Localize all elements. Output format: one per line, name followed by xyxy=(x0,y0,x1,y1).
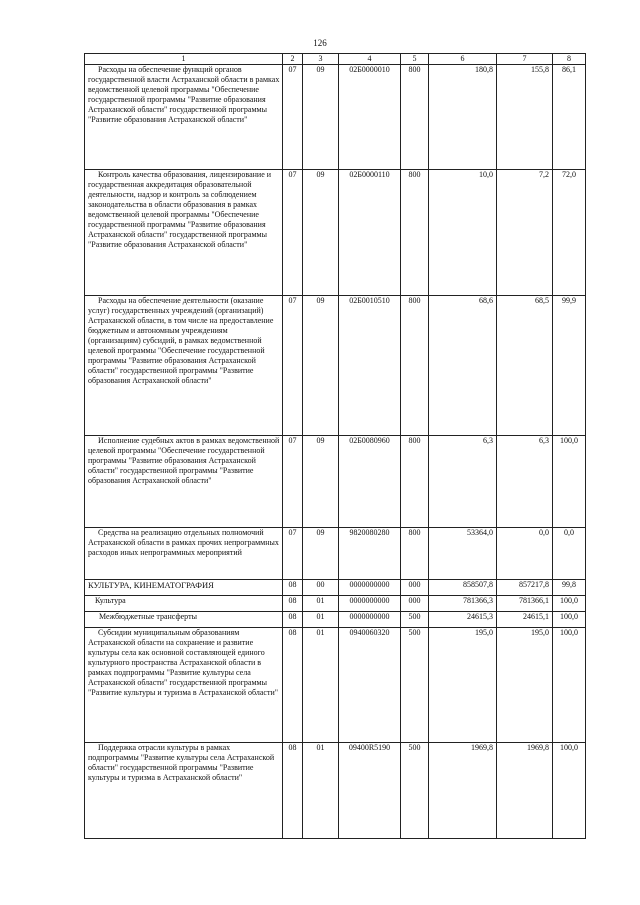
subsection-code: 01 xyxy=(303,743,339,839)
expense-type-code: 500 xyxy=(401,612,429,628)
section-code: 08 xyxy=(283,743,303,839)
table-row xyxy=(85,628,586,743)
page-number: 126 xyxy=(313,38,327,48)
target-article-code: 0000000000 xyxy=(339,612,401,628)
execution-percent: 100,0 xyxy=(553,596,586,612)
column-header: 2 xyxy=(283,54,303,65)
target-article-code: 02Б0010510 xyxy=(339,296,401,436)
executed-amount: 195,0 xyxy=(497,628,553,743)
subsection-code: 09 xyxy=(303,436,339,528)
target-article-code: 0000000000 xyxy=(339,596,401,612)
section-code: 07 xyxy=(283,65,303,170)
table-row xyxy=(85,436,586,528)
table-row xyxy=(85,743,586,839)
row-description: Средства на реализацию отдельных полномочий Астраханской области в рамках прочих непрограммных расходов иных непрограммных мероприятий xyxy=(85,528,283,580)
executed-amount: 155,8 xyxy=(497,65,553,170)
table-row xyxy=(85,65,586,170)
section-code: 08 xyxy=(283,580,303,596)
column-header: 3 xyxy=(303,54,339,65)
budget-table xyxy=(84,53,586,839)
column-header: 6 xyxy=(429,54,497,65)
execution-percent: 100,0 xyxy=(553,612,586,628)
execution-percent: 100,0 xyxy=(553,436,586,528)
table-row xyxy=(85,170,586,296)
row-description: Расходы на обеспечение деятельности (оказание услуг) государственных учреждений (организаций) Астраханской области, в том числе на предоставление бюджетным и автономным учреждениям (организациям) субсидий, в рамках ведомственной целевой программы "Обеспечение государственной программы "Развитие образования Астраханской области" государственной программы "Развитие образования Астраханской области" xyxy=(85,296,283,436)
expense-type-code: 800 xyxy=(401,436,429,528)
planned-amount: 24615,3 xyxy=(429,612,497,628)
table-row xyxy=(85,612,586,628)
section-code: 07 xyxy=(283,528,303,580)
executed-amount: 781366,1 xyxy=(497,596,553,612)
planned-amount: 781366,3 xyxy=(429,596,497,612)
subsection-code: 01 xyxy=(303,628,339,743)
section-code: 08 xyxy=(283,628,303,743)
target-article-code: 0000000000 xyxy=(339,580,401,596)
executed-amount: 1969,8 xyxy=(497,743,553,839)
column-header: 1 xyxy=(85,54,283,65)
executed-amount: 68,5 xyxy=(497,296,553,436)
subsection-code: 09 xyxy=(303,296,339,436)
executed-amount: 7,2 xyxy=(497,170,553,296)
expense-type-code: 800 xyxy=(401,65,429,170)
section-code: 07 xyxy=(283,436,303,528)
planned-amount: 6,3 xyxy=(429,436,497,528)
row-description: Межбюджетные трансферты xyxy=(85,612,283,628)
table-row xyxy=(85,580,586,596)
execution-percent: 72,0 xyxy=(553,170,586,296)
target-article-code: 02Б0000010 xyxy=(339,65,401,170)
section-code: 07 xyxy=(283,296,303,436)
expense-type-code: 800 xyxy=(401,170,429,296)
column-header: 8 xyxy=(553,54,586,65)
target-article-code: 0940060320 xyxy=(339,628,401,743)
planned-amount: 858507,8 xyxy=(429,580,497,596)
planned-amount: 53364,0 xyxy=(429,528,497,580)
planned-amount: 10,0 xyxy=(429,170,497,296)
subsection-code: 01 xyxy=(303,596,339,612)
section-code: 08 xyxy=(283,596,303,612)
expense-type-code: 500 xyxy=(401,628,429,743)
target-article-code: 09400R5190 xyxy=(339,743,401,839)
table-row xyxy=(85,296,586,436)
section-code: 07 xyxy=(283,170,303,296)
executed-amount: 6,3 xyxy=(497,436,553,528)
row-description: Поддержка отрасли культуры в рамках подпрограммы "Развитие культуры села Астраханской области" государственной программы "Развитие культуры и туризма в Астраханской области" xyxy=(85,743,283,839)
planned-amount: 1969,8 xyxy=(429,743,497,839)
executed-amount: 24615,1 xyxy=(497,612,553,628)
row-description: КУЛЬТУРА, КИНЕМАТОГРАФИЯ xyxy=(85,580,283,596)
execution-percent: 99,8 xyxy=(553,580,586,596)
planned-amount: 195,0 xyxy=(429,628,497,743)
execution-percent: 99,9 xyxy=(553,296,586,436)
target-article-code: 02Б0000110 xyxy=(339,170,401,296)
table-row xyxy=(85,596,586,612)
execution-percent: 86,1 xyxy=(553,65,586,170)
subsection-code: 09 xyxy=(303,170,339,296)
target-article-code: 9820080280 xyxy=(339,528,401,580)
row-description: Культура xyxy=(85,596,283,612)
expense-type-code: 800 xyxy=(401,528,429,580)
subsection-code: 00 xyxy=(303,580,339,596)
row-description: Контроль качества образования, лицензирование и государственная аккредитация образовательной деятельности, надзор и контроль за соблюдением законодательства в области образования в рамках ведомственной целевой программы "Обеспечение государственной программы "Развитие образования Астраханской области" государственной программы "Развитие образования Астраханской области" xyxy=(85,170,283,296)
expense-type-code: 800 xyxy=(401,296,429,436)
subsection-code: 01 xyxy=(303,612,339,628)
expense-type-code: 500 xyxy=(401,743,429,839)
execution-percent: 100,0 xyxy=(553,743,586,839)
section-code: 08 xyxy=(283,612,303,628)
execution-percent: 0,0 xyxy=(553,528,586,580)
subsection-code: 09 xyxy=(303,528,339,580)
row-description: Расходы на обеспечение функций органов государственной власти Астраханской области в рамках ведомственной целевой программы "Обеспечение государственной программы "Развитие образования Астраханской области" государственной программы "Развитие образования Астраханской области" xyxy=(85,65,283,170)
header-row xyxy=(85,54,586,65)
expense-type-code: 000 xyxy=(401,596,429,612)
subsection-code: 09 xyxy=(303,65,339,170)
column-header: 4 xyxy=(339,54,401,65)
executed-amount: 0,0 xyxy=(497,528,553,580)
planned-amount: 180,8 xyxy=(429,65,497,170)
planned-amount: 68,6 xyxy=(429,296,497,436)
row-description: Субсидии муниципальным образованиям Астраханской области на сохранение и развитие культуры села как основной составляющей единого культурного пространства Астраханской области в рамках подпрограммы "Развитие культуры села Астраханской области" государственной программы "Развитие культуры и туризма в Астраханской области" xyxy=(85,628,283,743)
table-row xyxy=(85,528,586,580)
row-description: Исполнение судебных актов в рамках ведомственной целевой программы "Обеспечение государственной программы "Развитие образования Астраханской области" государственной программы "Развитие образования Астраханской области" xyxy=(85,436,283,528)
target-article-code: 02Б0080960 xyxy=(339,436,401,528)
column-header: 7 xyxy=(497,54,553,65)
execution-percent: 100,0 xyxy=(553,628,586,743)
column-header: 5 xyxy=(401,54,429,65)
executed-amount: 857217,8 xyxy=(497,580,553,596)
expense-type-code: 000 xyxy=(401,580,429,596)
